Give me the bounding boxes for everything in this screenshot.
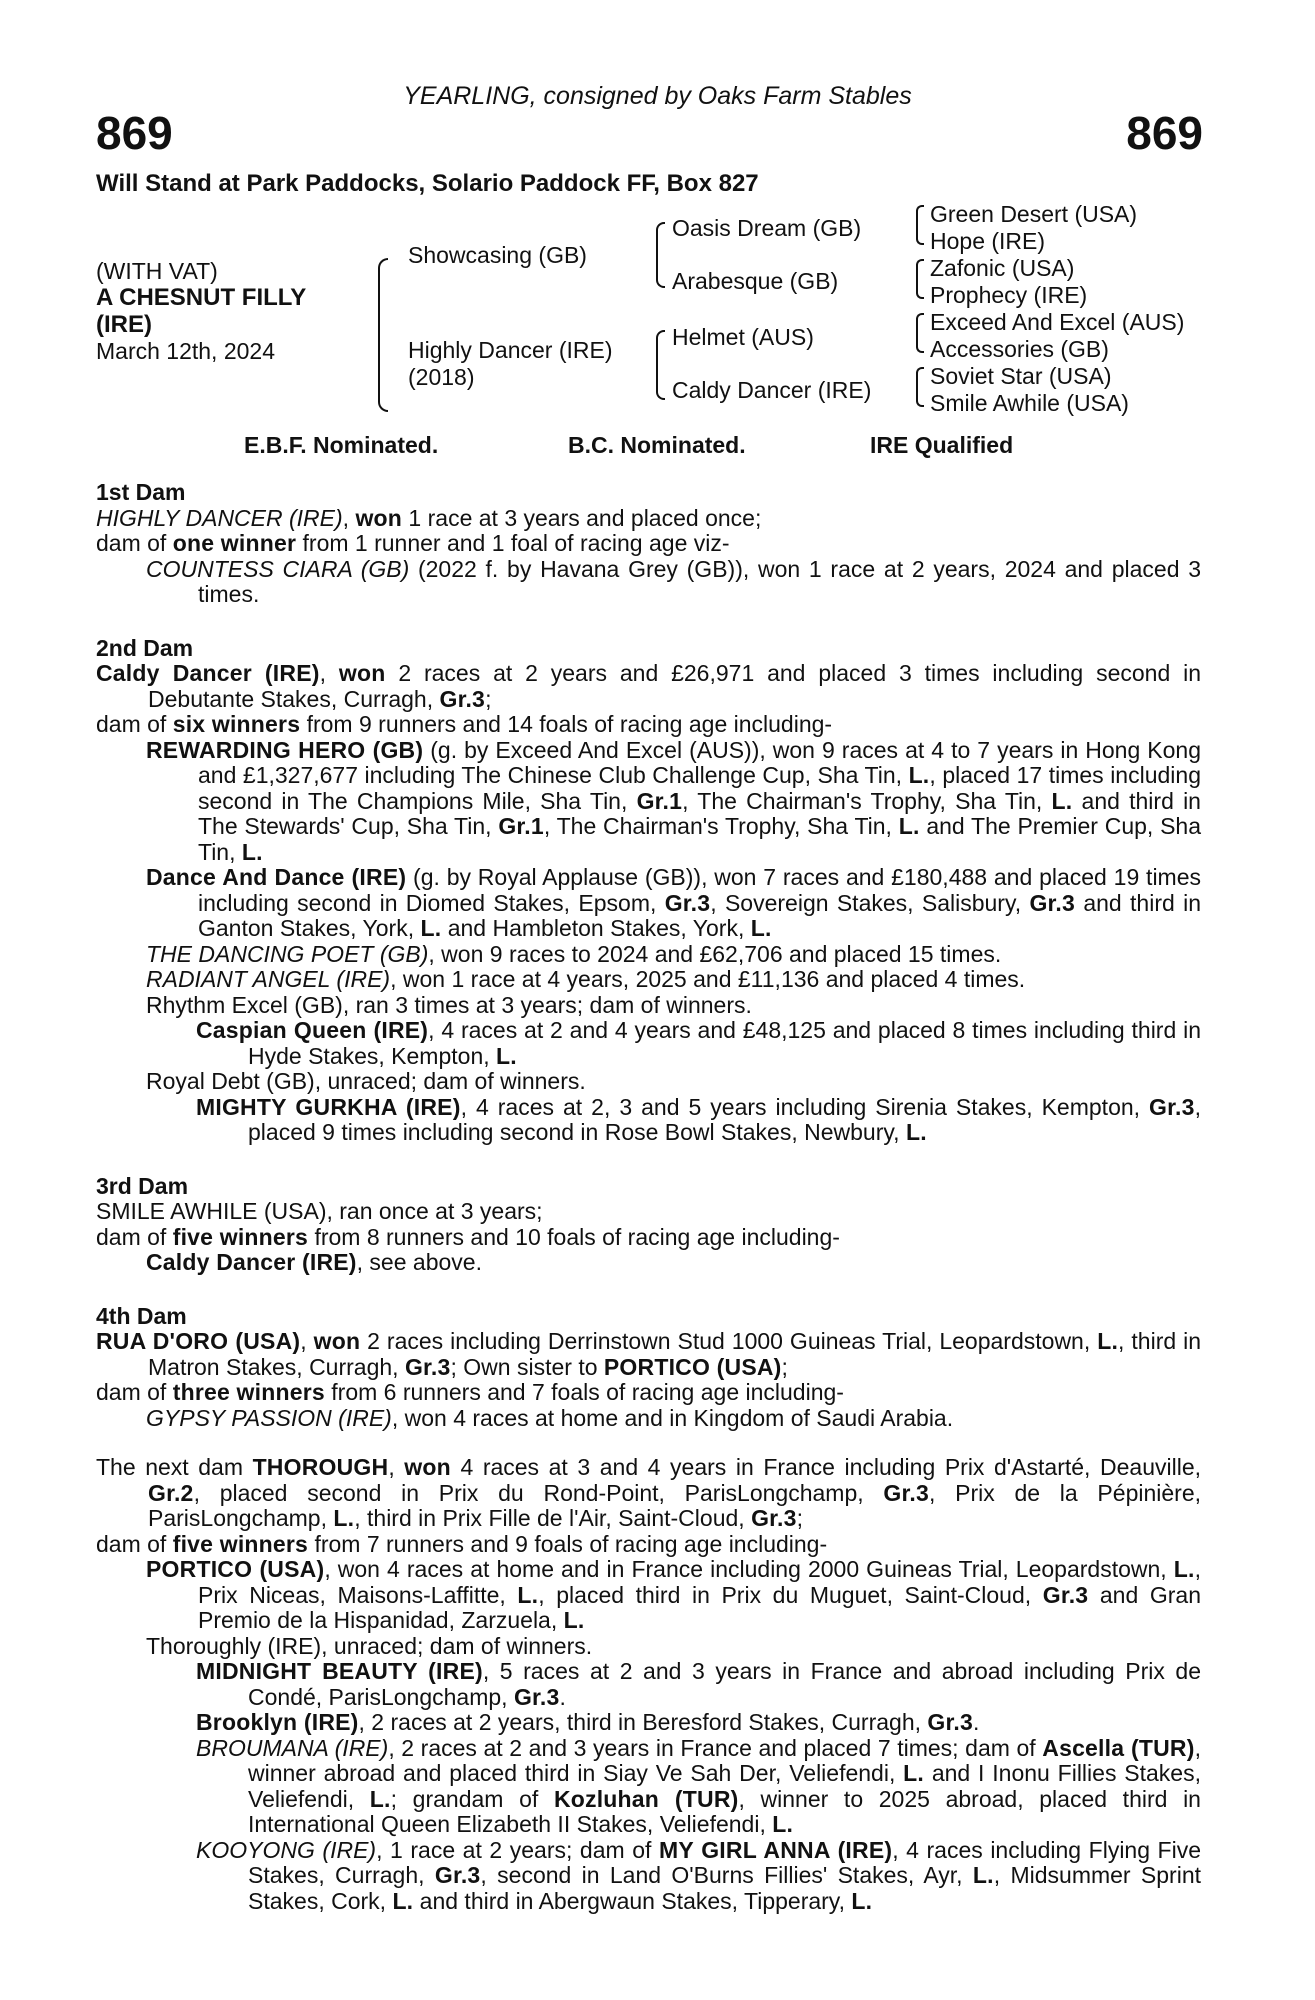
grandfoal-caspian-queen: Caspian Queen (IRE), 4 races at 2 and 4 years and £48,125 and placed 8 times including third in Hyde Stakes, Kempton, L. — [196, 1017, 1201, 1069]
pedigree-dam-dam: Caldy Dancer (IRE) — [672, 377, 872, 403]
pedigree-dam-year: (2018) — [408, 364, 475, 390]
bc-nominated: B.C. Nominated. — [568, 432, 746, 458]
horse-name: A CHESNUT FILLY — [96, 284, 307, 311]
lot-number-right: 869 — [1126, 107, 1203, 159]
section-3rd-dam: 3rd Dam — [96, 1172, 189, 1199]
grandfoal-midnight-beauty: MIDNIGHT BEAUTY (IRE), 5 races at 2 and 3 years in France and abroad including Prix de Condé, ParisLongchamp, Gr.3. — [196, 1658, 1201, 1710]
pedigree-g6: Accessories (GB) — [930, 336, 1109, 362]
dam1-record: HIGHLY DANCER (IRE), won 1 race at 3 years and placed once; — [96, 504, 762, 531]
section-4th-dam: 4th Dam — [96, 1302, 187, 1329]
pedigree-bracket-g78 — [916, 367, 924, 407]
dam4-foal: GYPSY PASSION (IRE), won 4 races at home and in Kingdom of Saudi Arabia. — [146, 1404, 954, 1431]
dam2-foal-rhythm-excel: Rhythm Excel (GB), ran 3 times at 3 years; dam of winners. — [146, 991, 752, 1018]
dam2-foal-dancing-poet: THE DANCING POET (GB), won 9 races to 2024 and £62,706 and placed 15 times. — [146, 940, 1002, 967]
next-dam-record: The next dam THOROUGH, won 4 races at 3 and 4 years in France including Prix d'Astarté, Deauville, Gr.2, placed second in Prix du Rond-Point, ParisLongchamp, Gr.3, Prix de la Pépinière, ParisLongchamp, L., third in Prix Fille de l'Air, Saint-Cloud, Gr.3; — [96, 1454, 1201, 1531]
pedigree-bracket-g56 — [916, 313, 924, 353]
pedigree-g8: Smile Awhile (USA) — [930, 390, 1129, 416]
pedigree-g3: Zafonic (USA) — [930, 255, 1075, 281]
pedigree-sire-sire: Oasis Dream (GB) — [672, 215, 862, 241]
horse-country: (IRE) — [96, 311, 152, 338]
pedigree-bracket-dam — [656, 330, 665, 400]
ire-qualified: IRE Qualified — [870, 432, 1014, 458]
foaled-date: March 12th, 2024 — [96, 338, 276, 364]
next-dam-foal-portico: PORTICO (USA), won 4 races at home and in France including 2000 Guineas Trial, Leopardstown, L., Prix Niceas, Maisons-Laffitte, L., placed third in Prix du Muguet, Saint-Cloud, Gr.3 and Gran Premio de la Hispanidad, Zarzuela, L. — [146, 1556, 1201, 1633]
dam2-foal-radiant-angel: RADIANT ANGEL (IRE), won 1 race at 4 years, 2025 and £11,136 and placed 4 times. — [146, 966, 1026, 992]
dam3-foal: Caldy Dancer (IRE), see above. — [146, 1249, 482, 1275]
dam4-produce: dam of three winners from 6 runners and 7 foals of racing age including- — [96, 1379, 844, 1405]
pedigree-bracket-g34 — [916, 259, 924, 299]
next-dam-produce: dam of five winners from 7 runners and 9 foals of racing age including- — [96, 1530, 828, 1557]
section-1st-dam: 1st Dam — [96, 479, 186, 505]
dam2-foal-dance-and-dance: Dance And Dance (IRE) (g. by Royal Applause (GB)), won 7 races and £180,488 and placed 19 times including second in Diomed Stakes, Epsom, Gr.3, Sovereign Stakes, Salisbury, Gr.3 and third in Ganton Stakes, York, L. and Hambleton Stakes, York, L. — [146, 864, 1202, 941]
pedigree-g1: Green Desert (USA) — [930, 201, 1138, 227]
pedigree-g4: Prophecy (IRE) — [930, 282, 1088, 308]
consignor-line: YEARLING, consigned by Oaks Farm Stables — [403, 82, 912, 110]
dam1-produce: dam of one winner from 1 runner and 1 foal of racing age viz- — [96, 530, 730, 556]
dam2-foal-royal-debt: Royal Debt (GB), unraced; dam of winners. — [146, 1068, 586, 1094]
dam2-foal-rewarding-hero: REWARDING HERO (GB) (g. by Exceed And Excel (AUS)), won 9 races at 4 to 7 years in Hong Kong and £1,327,677 including The Chinese Club Challenge Cup, Sha Tin, L., placed 17 times including second in The Champions Mile, Sha Tin, Gr.1, The Chairman's Trophy, Sha Tin, L. and third in The Stewards' Cup, Sha Tin, Gr.1, The Chairman's Trophy, Sha Tin, L. and The Premier Cup, Sha Tin, L. — [146, 736, 1201, 865]
grandfoal-kooyong: KOOYONG (IRE), 1 race at 2 years; dam of MY GIRL ANNA (IRE), 4 races including Flying Five Stakes, Curragh, Gr.3, second in Land O'Burns Fillies' Stakes, Ayr, L., Midsummer Sprint Stakes, Cork, L. and third in Abergwaun Stakes, Tipperary, L. — [196, 1836, 1202, 1914]
vat-label: (WITH VAT) — [96, 258, 218, 284]
dam1-foal: COUNTESS CIARA (GB) (2022 f. by Havana Grey (GB)), won 1 race at 2 years, 2024 and placed 3 times. — [146, 555, 1202, 607]
dam4-record: RUA D'ORO (USA), won 2 races including Derrinstown Stud 1000 Guineas Trial, Leopardstown, L., third in Matron Stakes, Curragh, Gr.3; Own sister to PORTICO (USA); — [96, 1328, 1202, 1380]
grandfoal-brooklyn: Brooklyn (IRE), 2 races at 2 years, third in Beresford Stakes, Curragh, Gr.3. — [196, 1709, 980, 1735]
pedigree-dam: Highly Dancer (IRE) — [408, 337, 613, 363]
pedigree-g7: Soviet Star (USA) — [930, 363, 1112, 389]
grandfoal-mighty-gurkha: MIGHTY GURKHA (IRE), 4 races at 2, 3 and 5 years including Sirenia Stakes, Kempton, Gr.3, placed 9 times including second in Rose Bowl Stakes, Newbury, L. — [196, 1093, 1201, 1145]
grandfoal-broumana: BROUMANA (IRE), 2 races at 2 and 3 years in France and placed 7 times; dam of Ascella (TUR), winner abroad and placed third in Siay Ve Sah Der, Veliefendi, L. and I Inonu Fillies Stakes, Veliefendi, L.; grandam of Kozluhan (TUR), winner to 2025 abroad, placed third in International Queen Elizabeth II Stakes, Veliefendi, L. — [196, 1734, 1201, 1837]
next-dam-foal-thoroughly: Thoroughly (IRE), unraced; dam of winners. — [146, 1632, 593, 1659]
stand-line: Will Stand at Park Paddocks, Solario Paddock FF, Box 827 — [96, 170, 759, 197]
pedigree-g2: Hope (IRE) — [930, 228, 1046, 254]
dam3-record: SMILE AWHILE (USA), ran once at 3 years; — [96, 1198, 543, 1224]
dam2-record: Caldy Dancer (IRE), won 2 races at 2 years and £26,971 and placed 3 times including second in Debutante Stakes, Curragh, Gr.3; — [96, 660, 1202, 712]
pedigree-bracket-sire — [656, 222, 665, 288]
pedigree-bracket-main — [378, 258, 388, 412]
pedigree-sire-dam: Arabesque (GB) — [672, 268, 839, 294]
ebf-nominated: E.B.F. Nominated. — [244, 432, 439, 458]
lot-number-left: 869 — [96, 107, 173, 159]
pedigree-bracket-g12 — [916, 205, 924, 245]
pedigree-g5: Exceed And Excel (AUS) — [930, 309, 1185, 335]
dam3-produce: dam of five winners from 8 runners and 10 foals of racing age including- — [96, 1223, 840, 1250]
produce-record — [96, 480, 1201, 1914]
pedigree-sire: Showcasing (GB) — [408, 242, 587, 268]
section-2nd-dam: 2nd Dam — [96, 634, 194, 661]
pedigree-dam-sire: Helmet (AUS) — [672, 324, 814, 350]
dam2-produce: dam of six winners from 9 runners and 14 foals of racing age including- — [96, 711, 833, 737]
